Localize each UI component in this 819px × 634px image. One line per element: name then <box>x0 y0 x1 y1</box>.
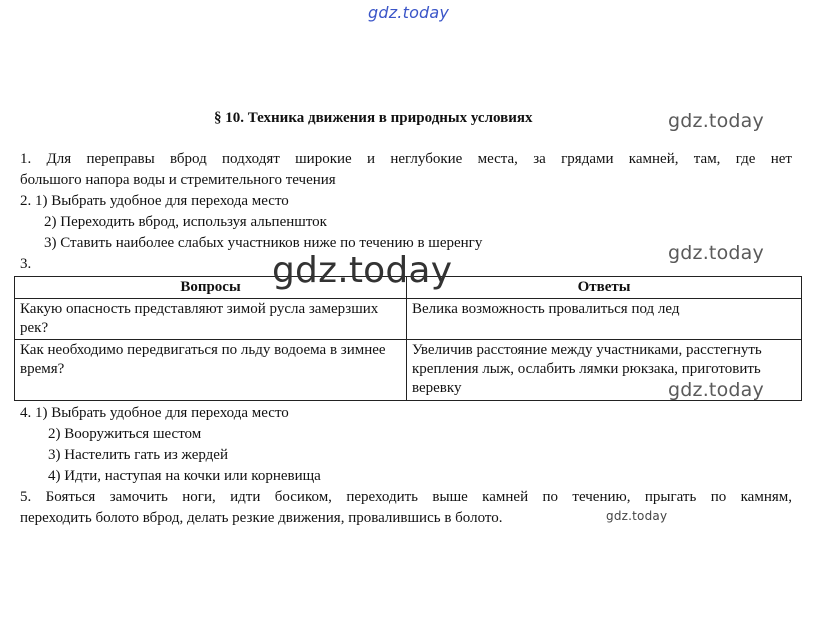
watermark-center: gdz.today <box>272 250 453 291</box>
answer-4-item-1: 4. 1) Выбрать удобное для перехода место <box>20 405 289 421</box>
watermark-right-1: gdz.today <box>668 110 764 132</box>
answer-1-line-2: большого напора воды и стремительного течения <box>20 172 336 188</box>
answer-cell: Велика возможность провалиться под лед <box>407 299 802 340</box>
answer-2-item-3: 3) Ставить наиболее слабых участников ниже по течению в шеренгу <box>44 235 483 251</box>
watermark-right-3: gdz.today <box>668 379 764 401</box>
question-cell: Как необходимо передвигаться по льду водоема в зимнее время? <box>15 340 407 401</box>
table-row <box>15 299 802 340</box>
column-header-answers: Ответы <box>407 277 802 299</box>
answer-cell: Увеличив расстояние между участниками, расстегнуть крепления лыж, ослабить лямки рюкзака, приготовить веревку <box>407 340 802 401</box>
answer-5-line-2: переходить болото вброд, делать резкие движения, провалившись в болото. <box>20 510 503 526</box>
answer-4-item-3: 3) Настелить гать из жердей <box>48 447 228 463</box>
answer-2-item-1: 2. 1) Выбрать удобное для перехода место <box>20 193 289 209</box>
answer-1-line-1: 1. Для переправы вброд подходят широкие и неглубокие места, за грядами камней, там, где нет <box>20 151 792 167</box>
watermark-inline: gdz.today <box>606 509 668 523</box>
page-title: § 10. Техника движения в природных условиях <box>214 110 533 126</box>
answer-5-line-1: 5. Бояться замочить ноги, идти босиком, переходить выше камней по течению, прыгать по камням, <box>20 489 792 505</box>
watermark-right-2: gdz.today <box>668 242 764 264</box>
answer-2-item-2: 2) Переходить вброд, используя альпеншток <box>44 214 327 230</box>
answer-4-item-4: 4) Идти, наступая на кочки или корневища <box>48 468 321 484</box>
answer-3-number: 3. <box>20 256 32 272</box>
question-cell: Какую опасность представляют зимой русла замерзших рек? <box>15 299 407 340</box>
column-header-questions: Вопросы <box>15 277 407 299</box>
watermark-top: gdz.today <box>368 3 450 22</box>
answer-4-item-2: 2) Вооружиться шестом <box>48 426 202 442</box>
